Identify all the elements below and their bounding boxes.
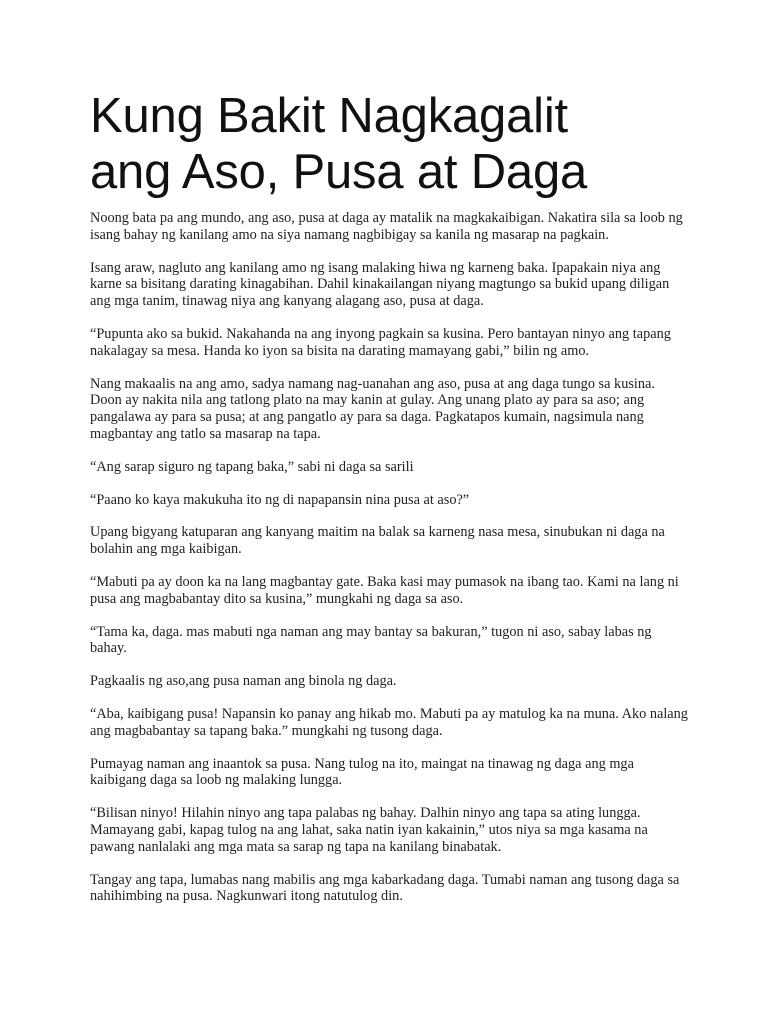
paragraph: Tangay ang tapa, lumabas nang mabilis ang mga kabarkadang daga. Tumabi naman ang tusong daga sa nahihimbing na pusa. Nagkunwari itong natutulog din. [90, 871, 680, 905]
paragraph: “Pupunta ako sa bukid. Nakahanda na ang inyong pagkain sa kusina. Pero bantayan ninyo ang tapang nakalagay sa mesa. Handa ko iyon sa bisita na darating mamayang gabi,” bilin ng amo. [90, 325, 671, 359]
paragraph: Isang araw, nagluto ang kanilang amo ng isang malaking hiwa ng karneng baka. Ipapakain niya ang karne sa bisitang darating kinagabihan. Dahil kinakailangan niyang magtungo sa bukid upang diligan ang mga tanim, tinawag niya ang kanyang alagang aso, pusa at daga. [90, 259, 670, 310]
paragraph: Pagkaalis ng aso,ang pusa naman ang binola ng daga. [90, 673, 397, 690]
paragraph: “Paano ko kaya makukuha ito ng di napapansin nina pusa at aso?” [90, 491, 470, 508]
paragraph: “Tama ka, daga. mas mabuti nga naman ang may bantay sa bakuran,” tugon ni aso, sabay labas ng bahay. [90, 623, 652, 657]
paragraph: Pumayag naman ang inaantok sa pusa. Nang tulog na ito, maingat na tinawag ng daga ang mga kaibigang daga sa loob ng malaking lungga. [90, 755, 634, 789]
document-page [90, 88, 690, 921]
paragraph: “Aba, kaibigang pusa! Napansin ko panay ang hikab mo. Mabuti pa ay matulog ka na muna. Ako nalang ang magbabantay sa tapang baka.” mungkahi ng tusong daga. [90, 705, 688, 739]
paragraph: “Bilisan ninyo! Hilahin ninyo ang tapa palabas ng bahay. Dalhin ninyo ang tapa sa ating lungga. Mamayang gabi, kapag tulog na ang lahat, saka natin iyan kakainin,” utos niya sa mga kasama na pawang nanlalaki ang mga mata sa sarap ng tapa na kanilang binabatak. [90, 805, 648, 855]
title-line-2: ang Aso, Pusa at Daga [90, 145, 588, 199]
title-line-1: Kung Bakit Nagkagalit [90, 89, 568, 143]
paragraph: Nang makaalis na ang amo, sadya namang nag-uanahan ang aso, pusa at ang daga tungo sa kusina. Doon ay nakita nila ang tatlong plato na may kanin at gulay. Ang unang plato ay para sa aso; ang pangalawa ay para sa pusa; at ang pangatlo ay para sa daga. Pagkatapos kumain, nagsimula nang magbantay ang tatlo sa masarap na tapa. [90, 375, 655, 442]
paragraph: “Ang sarap siguro ng tapang baka,” sabi ni daga sa sarili [90, 458, 414, 475]
document-title [90, 88, 690, 200]
paragraph: “Mabuti pa ay doon ka na lang magbantay gate. Baka kasi may pumasok na ibang tao. Kami na lang ni pusa ang magbabantay dito sa kusina,” mungkahi ng daga sa aso. [90, 573, 679, 607]
paragraph: Noong bata pa ang mundo, ang aso, pusa at daga ay matalik na magkakaibigan. Nakatira sila sa loob ng isang bahay ng kanilang amo na siya namang nagbibigay sa kanila ng masarap na pagkain. [90, 210, 683, 243]
paragraph: Upang bigyang katuparan ang kanyang maitim na balak sa karneng nasa mesa, sinubukan ni daga na bolahin ang mga kaibigan. [90, 524, 665, 558]
